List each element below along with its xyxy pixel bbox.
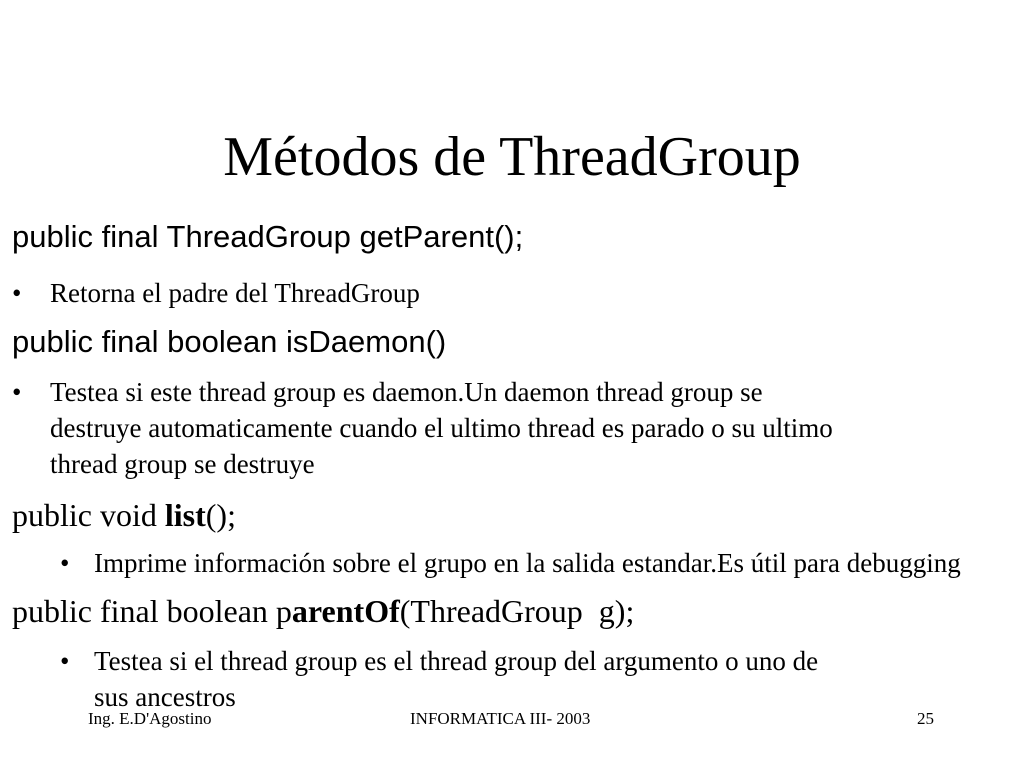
bullet-text: Retorna el padre del ThreadGroup [50,278,420,308]
bullet-text: Imprime información sobre el grupo en la salida estandar.Es útil para debugging [94,548,961,578]
method-signature-isdaemon: public final boolean isDaemon() [12,324,447,359]
footer-author: Ing. E.D'Agostino [88,709,212,728]
signature-suffix: (ThreadGroup g); [399,593,635,629]
method-signature-getparent: public final ThreadGroup getParent(); [12,219,524,254]
footer-course: INFORMATICA III- 2003 [410,709,591,728]
bullet-marker: • [60,548,70,578]
bullet-text-line: Testea si el thread group es el thread group del argumento o uno de [94,646,819,676]
bullet-marker: • [12,377,22,407]
slide-title: Métodos de ThreadGroup [223,126,801,188]
signature-method-name: arentOf [291,593,400,629]
method-signature-parentof [12,592,634,630]
signature-prefix: public final boolean p [12,593,292,629]
bullet-marker: • [12,278,22,308]
signature-suffix: (); [205,497,236,533]
bullet-text-line: Testea si este thread group es daemon.Un daemon thread group se [50,377,763,407]
bullet-text-line: sus ancestros [94,682,236,712]
bullet-text-line: destruye automaticamente cuando el ultimo thread es parado o su ultimo [50,413,833,443]
footer-page-number: 25 [917,709,934,728]
bullet-text-line: thread group se destruye [50,449,315,479]
bullet-marker: • [60,646,70,676]
method-signature-list [12,496,236,534]
signature-prefix: public void [12,497,165,533]
signature-method-name: list [164,497,206,533]
